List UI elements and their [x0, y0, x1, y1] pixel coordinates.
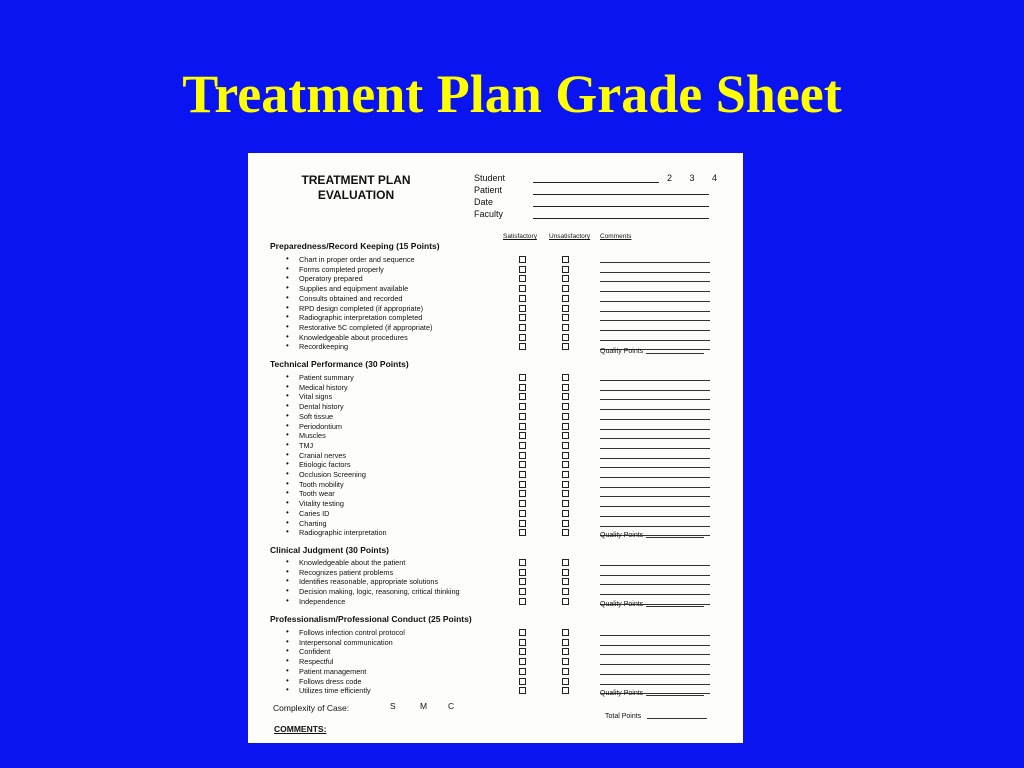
item-label: Recognizes patient problems: [299, 567, 394, 577]
unsatisfactory-checkbox[interactable]: [562, 629, 569, 636]
bullet: •: [286, 646, 289, 656]
satisfactory-checkbox[interactable]: [519, 500, 526, 507]
bullet: •: [286, 263, 289, 273]
evaluation-item: [286, 509, 726, 519]
evaluation-item: [286, 422, 726, 432]
item-label: Follows infection control protocol: [299, 628, 405, 637]
comment-line: [600, 281, 710, 282]
unsatisfactory-checkbox[interactable]: [562, 324, 569, 331]
quality-points-line: [646, 606, 704, 607]
item-label: Consults obtained and recorded: [299, 293, 403, 303]
complexity-label: Complexity of Case:: [273, 703, 350, 713]
comment-line: [600, 380, 710, 381]
satisfactory-checkbox[interactable]: [519, 432, 526, 439]
evaluation-item: [286, 587, 726, 597]
comment-line: [600, 516, 710, 517]
comment-line: [600, 526, 710, 527]
unsatisfactory-checkbox[interactable]: [562, 413, 569, 420]
quality-points-label: Quality Points: [600, 601, 644, 608]
satisfactory-checkbox[interactable]: [519, 334, 526, 341]
comment-line: [600, 477, 710, 478]
comment-line: [600, 487, 710, 488]
comment-line: [600, 330, 710, 331]
quality-points: [600, 532, 704, 539]
quality-points: [600, 348, 704, 355]
quality-points-label: Quality Points: [600, 532, 644, 539]
evaluation-item: [286, 323, 726, 333]
unsatisfactory-header: Unsatisfactory: [549, 233, 591, 240]
bullet: •: [286, 557, 289, 566]
item-label: Restorative 5C completed (if appropriate): [299, 322, 433, 332]
bullet: •: [286, 410, 289, 420]
grade-option: 3: [689, 173, 695, 183]
satisfactory-checkbox[interactable]: [519, 295, 526, 302]
item-label: Forms completed properly: [299, 264, 384, 274]
comment-line: [600, 272, 710, 273]
comments-label: COMMENTS:: [274, 724, 327, 734]
comment-line: [600, 419, 710, 420]
unsatisfactory-checkbox[interactable]: [562, 452, 569, 459]
student-label: Student: [474, 173, 506, 183]
unsatisfactory-checkbox[interactable]: [562, 384, 569, 391]
bullet: •: [286, 273, 289, 283]
evaluation-item: [286, 657, 726, 667]
evaluation-item: [286, 313, 726, 323]
satisfactory-checkbox[interactable]: [519, 639, 526, 646]
bullet: •: [286, 675, 289, 685]
comment-line: [600, 635, 710, 636]
comment-line: [600, 399, 710, 400]
bullet: •: [286, 430, 289, 440]
satisfactory-checkbox[interactable]: [519, 510, 526, 517]
satisfactory-checkbox[interactable]: [519, 678, 526, 685]
unsatisfactory-checkbox[interactable]: [562, 648, 569, 655]
bullet: •: [286, 498, 289, 508]
item-label: Chart in proper order and sequence: [299, 255, 415, 264]
complexity-option-s: S: [390, 701, 396, 711]
unsatisfactory-checkbox[interactable]: [562, 343, 569, 350]
unsatisfactory-checkbox[interactable]: [562, 678, 569, 685]
comment-line: [600, 340, 710, 341]
bullet: •: [286, 636, 289, 646]
item-label: Soft tissue: [299, 411, 334, 421]
item-label: Independence: [299, 596, 346, 606]
evaluation-item: [286, 489, 726, 499]
evaluation-item: [286, 383, 726, 393]
bullet: •: [286, 401, 289, 411]
satisfactory-checkbox[interactable]: [519, 461, 526, 468]
item-label: Occlusion Screening: [299, 470, 366, 479]
date-line: [533, 206, 709, 207]
evaluation-item: [286, 568, 726, 578]
item-label: Knowledgeable about the patient: [299, 558, 406, 567]
comment-line: [600, 301, 710, 302]
item-label: Etiologic factors: [299, 460, 351, 470]
bullet: •: [286, 283, 289, 293]
satisfactory-checkbox[interactable]: [519, 305, 526, 312]
unsatisfactory-checkbox[interactable]: [562, 500, 569, 507]
unsatisfactory-checkbox[interactable]: [562, 578, 569, 585]
evaluation-item: [286, 647, 726, 657]
form-title-line2: EVALUATION: [317, 188, 395, 202]
evaluation-item: [286, 558, 726, 568]
comment-line: [600, 584, 710, 585]
evaluation-item: [286, 451, 726, 461]
satisfactory-checkbox[interactable]: [519, 648, 526, 655]
satisfactory-checkbox[interactable]: [519, 314, 526, 321]
unsatisfactory-checkbox[interactable]: [562, 461, 569, 468]
item-label: Tooth wear: [299, 489, 335, 499]
evaluation-item: [286, 304, 726, 314]
unsatisfactory-checkbox[interactable]: [562, 668, 569, 675]
quality-points: [600, 601, 704, 608]
item-label: Charting: [299, 518, 327, 528]
grade-sheet-document: [248, 153, 743, 743]
unsatisfactory-checkbox[interactable]: [562, 432, 569, 439]
comment-line: [600, 291, 710, 292]
evaluation-item: [286, 638, 726, 648]
unsatisfactory-checkbox[interactable]: [562, 658, 569, 665]
item-label: Utilizes time efficiently: [299, 686, 371, 696]
item-label: Dental history: [299, 402, 344, 412]
date-label: Date: [474, 197, 494, 207]
item-label: Medical history: [299, 382, 348, 392]
evaluation-item: [286, 470, 726, 480]
item-label: Tooth mobility: [299, 479, 344, 489]
bullet: •: [286, 292, 289, 302]
bullet: •: [286, 517, 289, 527]
satisfactory-checkbox[interactable]: [519, 529, 526, 536]
grade-option: 2: [667, 173, 673, 183]
satisfactory-checkbox[interactable]: [519, 520, 526, 527]
evaluation-item: [286, 460, 726, 470]
satisfactory-checkbox[interactable]: [519, 403, 526, 410]
item-label: RPD design completed (if appropriate): [299, 303, 424, 313]
satisfactory-checkbox[interactable]: [519, 442, 526, 449]
complexity-of-case: [273, 701, 455, 713]
bullet: •: [286, 459, 289, 469]
unsatisfactory-checkbox[interactable]: [562, 569, 569, 576]
satisfactory-checkbox[interactable]: [519, 578, 526, 585]
faculty-field: [474, 209, 714, 221]
unsatisfactory-checkbox[interactable]: [562, 266, 569, 273]
bullet: •: [286, 439, 289, 449]
grade-options: [667, 173, 717, 183]
bullet: •: [286, 586, 289, 596]
unsatisfactory-checkbox[interactable]: [562, 598, 569, 605]
quality-points-line: [646, 353, 704, 354]
bullet: •: [286, 254, 289, 263]
complexity-option-c: C: [448, 701, 455, 711]
satisfactory-checkbox[interactable]: [519, 423, 526, 430]
unsatisfactory-checkbox[interactable]: [562, 529, 569, 536]
bullet: •: [286, 478, 289, 488]
unsatisfactory-checkbox[interactable]: [562, 481, 569, 488]
evaluation-item: [286, 677, 726, 687]
item-label: Radiographic interpretation completed: [299, 313, 423, 323]
item-label: Decision making, logic, reasoning, critical thinking: [299, 587, 460, 597]
unsatisfactory-checkbox[interactable]: [562, 314, 569, 321]
satisfactory-checkbox[interactable]: [519, 668, 526, 675]
satisfactory-checkbox[interactable]: [519, 413, 526, 420]
bullet: •: [286, 449, 289, 459]
item-label: Periodontium: [299, 421, 342, 431]
evaluation-item: [286, 265, 726, 275]
evaluation-item: [286, 255, 726, 265]
patient-field: [474, 185, 714, 197]
unsatisfactory-checkbox[interactable]: [562, 393, 569, 400]
comment-line: [600, 390, 710, 391]
item-label: Follows dress code: [299, 676, 362, 686]
quality-points-label: Quality Points: [600, 690, 644, 697]
evaluation-item: [286, 402, 726, 412]
evaluation-item: [286, 274, 726, 284]
unsatisfactory-checkbox[interactable]: [562, 256, 569, 263]
item-label: Operatory prepared: [299, 274, 363, 284]
bullet: •: [286, 576, 289, 586]
unsatisfactory-checkbox[interactable]: [562, 285, 569, 292]
unsatisfactory-checkbox[interactable]: [562, 334, 569, 341]
satisfactory-checkbox[interactable]: [519, 559, 526, 566]
satisfactory-checkbox[interactable]: [519, 266, 526, 273]
satisfactory-checkbox[interactable]: [519, 285, 526, 292]
satisfactory-checkbox[interactable]: [519, 452, 526, 459]
total-points-line: [647, 718, 707, 719]
unsatisfactory-checkbox[interactable]: [562, 403, 569, 410]
item-label: Vitality testing: [299, 499, 344, 509]
quality-points-line: [646, 695, 704, 696]
comment-line: [600, 429, 710, 430]
patient-line: [533, 194, 709, 195]
unsatisfactory-checkbox[interactable]: [562, 639, 569, 646]
form-title-line1: TREATMENT PLAN: [301, 173, 411, 187]
unsatisfactory-checkbox[interactable]: [562, 490, 569, 497]
comment-line: [600, 467, 710, 468]
satisfactory-checkbox[interactable]: [519, 275, 526, 282]
bullet: •: [286, 527, 289, 537]
bullet: •: [286, 665, 289, 675]
comment-line: [600, 506, 710, 507]
item-label: TMJ: [299, 440, 314, 450]
evaluation-item: [286, 373, 726, 383]
comment-line: [600, 575, 710, 576]
evaluation-item: [286, 577, 726, 587]
unsatisfactory-checkbox[interactable]: [562, 687, 569, 694]
bullet: •: [286, 312, 289, 322]
satisfactory-checkbox[interactable]: [519, 324, 526, 331]
satisfactory-checkbox[interactable]: [519, 687, 526, 694]
bullet: •: [286, 507, 289, 517]
item-label: Caries ID: [299, 508, 330, 518]
unsatisfactory-checkbox[interactable]: [562, 295, 569, 302]
comment-line: [600, 645, 710, 646]
evaluation-item: [286, 294, 726, 304]
satisfactory-checkbox[interactable]: [519, 569, 526, 576]
evaluation-item: [286, 431, 726, 441]
comment-line: [600, 565, 710, 566]
satisfactory-checkbox[interactable]: [519, 658, 526, 665]
satisfactory-checkbox[interactable]: [519, 471, 526, 478]
bullet: •: [286, 331, 289, 341]
satisfactory-checkbox[interactable]: [519, 343, 526, 350]
satisfactory-checkbox[interactable]: [519, 393, 526, 400]
comment-line: [600, 448, 710, 449]
comment-line: [600, 458, 710, 459]
satisfactory-checkbox[interactable]: [519, 256, 526, 263]
section-title: Professionalism/Professional Conduct (25 Points): [270, 614, 472, 624]
unsatisfactory-checkbox[interactable]: [562, 471, 569, 478]
item-label: Patient management: [299, 666, 367, 676]
comment-line: [600, 654, 710, 655]
date-field: [474, 197, 714, 209]
section-title: Preparedness/Record Keeping (15 Points): [270, 241, 440, 251]
bullet: •: [286, 469, 289, 478]
evaluation-item: [286, 628, 726, 638]
bullet: •: [286, 391, 289, 401]
unsatisfactory-checkbox[interactable]: [562, 510, 569, 517]
comment-line: [600, 594, 710, 595]
total-points-label: Total Points: [605, 713, 642, 720]
bullet: •: [286, 685, 289, 695]
bullet: •: [286, 321, 289, 331]
comment-line: [600, 684, 710, 685]
item-label: Recordkeeping: [299, 342, 349, 352]
complexity-option-m: M: [420, 701, 428, 711]
evaluation-item: [286, 441, 726, 451]
evaluation-item: [286, 412, 726, 422]
bullet: •: [286, 302, 289, 312]
satisfactory-checkbox[interactable]: [519, 490, 526, 497]
comment-line: [600, 496, 710, 497]
student-line: [533, 182, 659, 183]
faculty-label: Faculty: [474, 209, 504, 219]
comment-line: [600, 664, 710, 665]
item-label: Interpersonal communication: [299, 637, 393, 647]
evaluation-item: [286, 392, 726, 402]
evaluation-item: [286, 667, 726, 677]
bullet: •: [286, 656, 289, 666]
grade-option: 4: [711, 173, 717, 183]
quality-points: [600, 690, 704, 697]
unsatisfactory-checkbox[interactable]: [562, 305, 569, 312]
satisfactory-checkbox[interactable]: [519, 374, 526, 381]
comment-line: [600, 311, 710, 312]
comment-line: [600, 438, 710, 439]
form-title: [276, 173, 436, 203]
evaluation-item: [286, 519, 726, 529]
item-label: Respectful: [299, 657, 334, 667]
evaluation-item: [286, 480, 726, 490]
bullet: •: [286, 372, 289, 381]
unsatisfactory-checkbox[interactable]: [562, 423, 569, 430]
comment-line: [600, 320, 710, 321]
satisfactory-checkbox[interactable]: [519, 629, 526, 636]
bullet: •: [286, 341, 289, 351]
unsatisfactory-checkbox[interactable]: [562, 442, 569, 449]
item-label: Vital signs: [299, 392, 333, 402]
satisfactory-header: Satisfactory: [503, 233, 537, 240]
satisfactory-checkbox[interactable]: [519, 588, 526, 595]
comment-line: [600, 674, 710, 675]
bullet: •: [286, 488, 289, 498]
total-points: [605, 713, 707, 720]
comments-header: Comments: [600, 233, 632, 240]
item-label: Confident: [299, 647, 331, 657]
unsatisfactory-checkbox[interactable]: [562, 275, 569, 282]
quality-points-label: Quality Points: [600, 348, 644, 355]
unsatisfactory-checkbox[interactable]: [562, 559, 569, 566]
faculty-line: [533, 218, 709, 219]
unsatisfactory-checkbox[interactable]: [562, 374, 569, 381]
evaluation-item: [286, 333, 726, 343]
comment-line: [600, 262, 710, 263]
comment-line: [600, 409, 710, 410]
header-fields: [474, 173, 717, 221]
patient-label: Patient: [474, 185, 503, 195]
item-label: Supplies and equipment available: [299, 284, 409, 294]
section-title: Clinical Judgment (30 Points): [270, 545, 390, 555]
evaluation-item: [286, 499, 726, 509]
section-title: Technical Performance (30 Points): [270, 359, 409, 369]
item-label: Cranial nerves: [299, 450, 347, 460]
evaluation-item: [286, 284, 726, 294]
quality-points-line: [646, 537, 704, 538]
bullet: •: [286, 420, 289, 430]
item-label: Muscles: [299, 431, 326, 441]
item-label: Knowledgeable about procedures: [299, 332, 408, 342]
item-label: Radiographic interpretation: [299, 528, 387, 538]
item-label: Patient summary: [299, 373, 354, 382]
student-field: [474, 173, 717, 185]
bullet: •: [286, 595, 289, 605]
bullet: •: [286, 566, 289, 576]
satisfactory-checkbox[interactable]: [519, 384, 526, 391]
item-label: Identifies reasonable, appropriate solutions: [299, 577, 439, 587]
satisfactory-checkbox[interactable]: [519, 481, 526, 488]
bullet: •: [286, 627, 289, 636]
unsatisfactory-checkbox[interactable]: [562, 588, 569, 595]
bullet: •: [286, 381, 289, 391]
satisfactory-checkbox[interactable]: [519, 598, 526, 605]
slide-title: Treatment Plan Grade Sheet: [182, 64, 842, 124]
unsatisfactory-checkbox[interactable]: [562, 520, 569, 527]
